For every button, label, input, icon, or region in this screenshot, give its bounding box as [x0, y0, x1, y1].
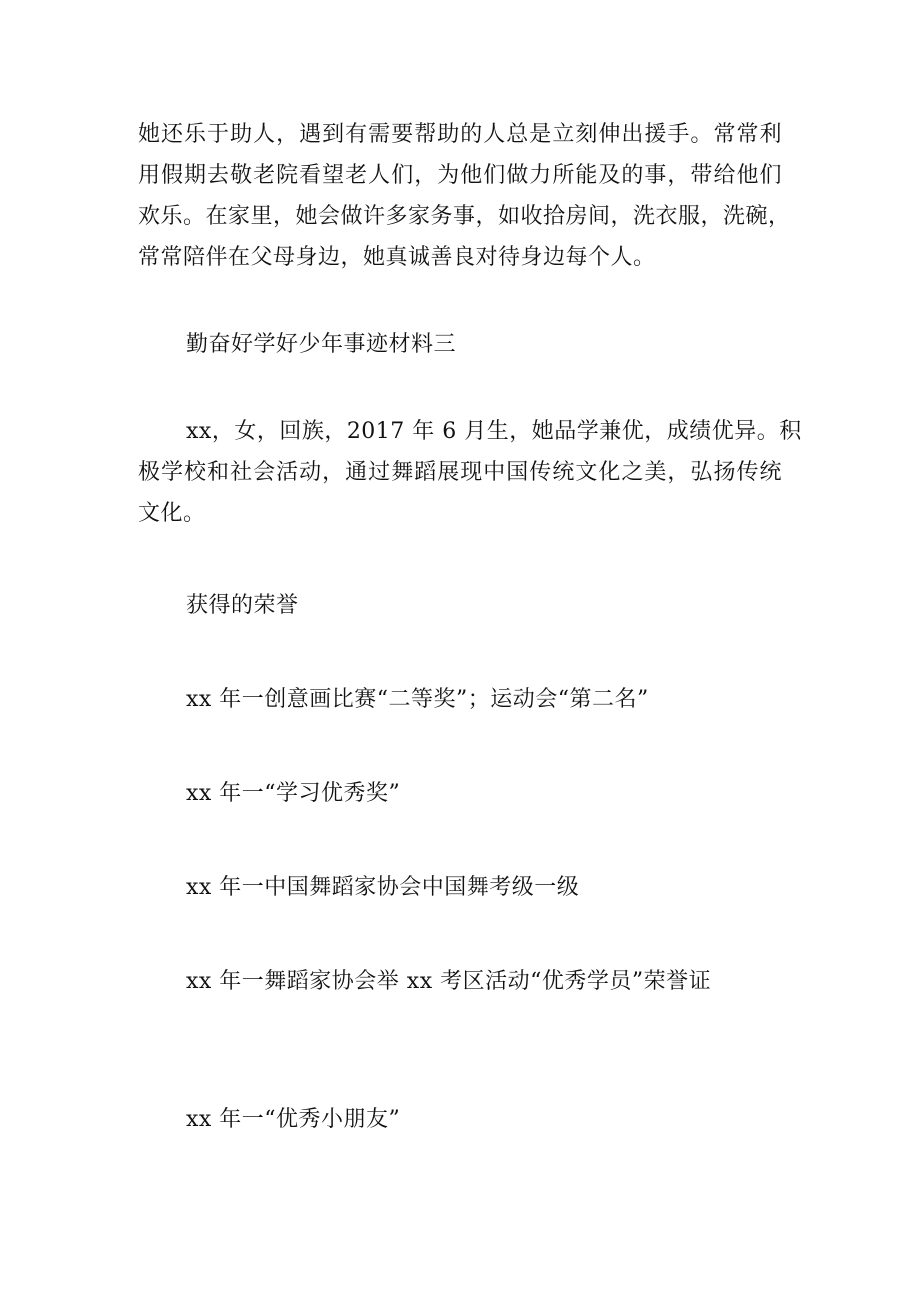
paragraph-line: 她还乐于助人，遇到有需要帮助的人总是立刻伸出援手。常常利 [138, 122, 782, 147]
honor-item: xx 年一“学习优秀奖” [186, 781, 401, 806]
honor-item: xx 年一创意画比赛“二等奖”；运动会“第二名” [186, 687, 649, 712]
paragraph-line: 极学校和社会活动，通过舞蹈展现中国传统文化之美，弘扬传统 [138, 460, 782, 485]
honor-item: xx 年一舞蹈家协会举 xx 考区活动“优秀学员”荣誉证 [186, 969, 712, 994]
honor-item: xx 年一中国舞蹈家协会中国舞考级一级 [186, 875, 580, 900]
paragraph-line: 用假期去敬老院看望老人们，为他们做力所能及的事，带给他们 [138, 163, 782, 188]
section-title: 勤奋好学好少年事迹材料三 [186, 332, 457, 357]
paragraph-line: 欢乐。在家里，她会做许多家务事，如收拾房间，洗衣服，洗碗， [138, 204, 791, 229]
honors-heading: 获得的荣誉 [186, 593, 299, 618]
honor-item: xx 年一“优秀小朋友” [186, 1107, 401, 1132]
paragraph-line: 文化。 [138, 501, 206, 526]
paragraph-line: 常常陪伴在父母身边，她真诚善良对待身边每个人。 [138, 245, 656, 270]
paragraph-line: xx，女，回族，2017 年 6 月生，她品学兼优，成绩优异。积 [186, 419, 802, 444]
